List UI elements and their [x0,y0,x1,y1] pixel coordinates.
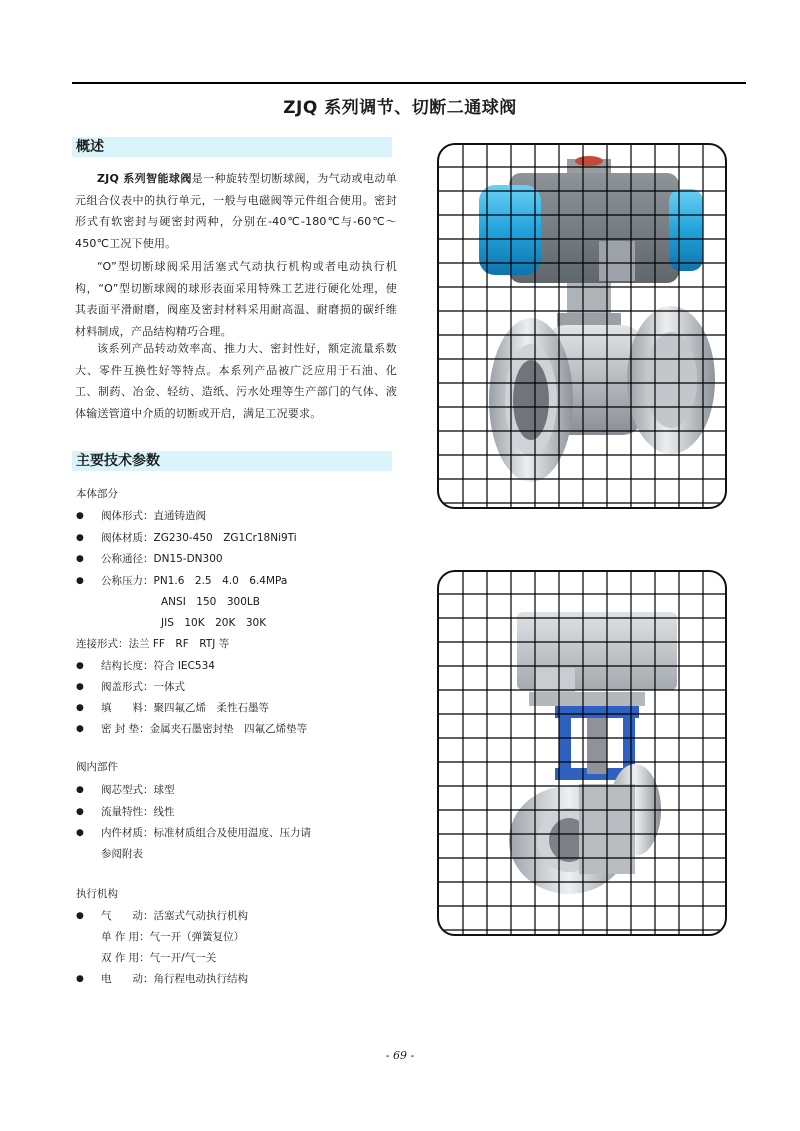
actuator-double-acting: 双 作 用：气一开/气一关 [101,952,217,964]
pneumatic-valve-photo [437,143,727,509]
specs-header: 主要技术参数 [72,451,392,471]
connection-type: 连接形式：法兰 FF RF RTJ 等 [76,638,230,650]
pressure-jis: JIS 10K 20K 30K [161,617,267,629]
product-name: ZJQ 系列智能球阀 [97,172,192,185]
bullet-icon: ● [76,974,84,984]
overview-paragraph-2: “O”型切断球阀采用活塞式气动执行机构或者电动执行机构，“O”型切断球阀的球形表面采用特殊工艺进行硬化处理，使其表面平滑耐磨，阀座及密封材料采用耐高温、耐磨损的碳纤维材料制成，产品结构精巧合理。 [75,260,397,338]
pneumatic-ball-valve-image [439,145,725,507]
bullet-icon: ● [76,554,84,564]
spec-item: 结构长度：符合 IEC534 [101,660,215,672]
bullet-icon: ● [76,511,84,521]
actuator-single-acting: 单 作 用：气一开（弹簧复位） [101,931,245,943]
bullet-icon: ● [76,576,84,586]
overview-paragraph-3: 该系列产品转动效率高、推力大、密封性好，额定流量系数大、零件互换性好等特点。本系列产品被广泛应用于石油、化工、制药、冶金、轻纺、造纸、污水处理等生产部门的气体、液体输送管道中介质的切断或开启，满足工况要求。 [75,342,397,420]
spec-item: 内件材质：标准材质组合及使用温度、压力请 [101,827,311,839]
spec-item: 公称压力：PN1.6 2.5 4.0 6.4MPa [101,575,288,587]
spec-item: 阀芯型式：球型 [101,784,175,796]
actuator-section-title: 执行机构 [76,888,118,900]
pressure-ansi: ANSI 150 300LB [161,596,260,608]
bullet-icon: ● [76,533,84,543]
spec-item: 流量特性：线性 [101,806,175,818]
overview-paragraph-1-text: 是一种旋转型切断球阀，为气动或电动单元组合仪表中的执行单元，一般与电磁阀等元件组合使用。密封形式有软密封与硬密封两种，分别在-40℃-180℃与-60℃～450℃工况下使用。 [75,172,397,250]
bullet-icon: ● [76,682,84,692]
electric-ball-valve-image [439,572,725,934]
spec-item: 密 封 垫：金属夹石墨密封垫 四氟乙烯垫等 [101,723,308,735]
spec-item: 阀体材质：ZG230-450 ZG1Cr18Ni9Ti [101,532,297,544]
top-rule [72,82,746,84]
bullet-icon: ● [76,703,84,713]
spec-item: 阀盖形式：一体式 [101,681,185,693]
electric-valve-photo [437,570,727,936]
bullet-icon: ● [76,724,84,734]
bullet-icon: ● [76,661,84,671]
actuator-pneumatic: 气 动：活塞式气动执行机构 [101,910,248,922]
actuator-electric: 电 动：角行程电动执行结构 [101,973,248,985]
spec-item: 公称通径：DN15-DN300 [101,553,223,565]
spec-item-continued: 参阅附表 [101,848,143,860]
overview-header: 概述 [72,137,392,157]
overview-paragraph-1 [75,168,397,254]
body-section-title: 本体部分 [76,488,118,500]
bullet-icon: ● [76,785,84,795]
page-number: - 69 - [385,1049,415,1062]
spec-item: 填 料：聚四氟乙烯 柔性石墨等 [101,702,269,714]
bullet-icon: ● [76,828,84,838]
bullet-icon: ● [76,911,84,921]
bullet-icon: ● [76,807,84,817]
internal-section-title: 阀内部件 [76,761,118,773]
spec-item: 阀体形式：直通铸造阀 [101,510,206,522]
page-title: ZJQ 系列调节、切断二通球阀 [283,98,517,118]
